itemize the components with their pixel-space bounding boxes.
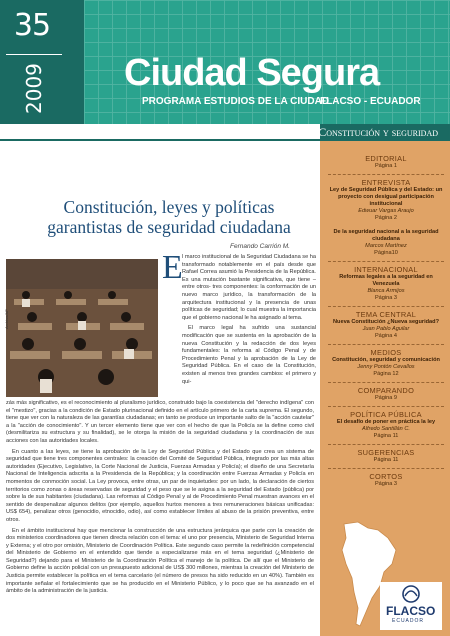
toc-item-tema-central[interactable] xyxy=(328,307,444,345)
section-bar-blank xyxy=(0,124,320,141)
toc-item-seguridad-nacional[interactable] xyxy=(328,226,444,262)
toc-item-sugerencias[interactable] xyxy=(328,445,444,469)
issue-year xyxy=(4,60,64,120)
toc-page: Página 3 xyxy=(374,481,398,487)
paragraph: l marco institucional de la Seguridad Ciudadana se ha transformado notablemente en el país desde que Rafael Correa asumió la Presidencia de la República. Es una mutación bastante significativa, que tiene –entre otros- tres componentes: la conformación de un nuevo marco jurídico, la transformación de la arquitectura institucional y la presencia de unas políticas de seguridad; lo cual muestra la importancia que el gobierno nacional le ha asignado al tema. xyxy=(182,254,316,321)
toc-page: Página 12 xyxy=(373,371,399,377)
headline-line-1: Constitución, leyes y políticas xyxy=(63,197,275,217)
issue-divider xyxy=(6,54,62,55)
toc-title: El desafío de poner en práctica la ley xyxy=(336,419,436,425)
photo-credit: Archivo/AP xyxy=(4,309,9,329)
flacso-emblem-icon xyxy=(400,584,422,604)
toc-author: Blanca Armijos xyxy=(367,288,405,294)
toc-section: TEMA CENTRAL xyxy=(355,310,417,319)
toc-page: Página 11 xyxy=(373,433,399,439)
paragraph: zás más significativo, es el reconocimiento al pluralismo jurídico, construido bajo la coexistencia del "derecho indígena" con el "mestizo", gracias a la condición de Estado plurinacional definido en el artículo primero de la carta suprema. El segundo, tiene que ver con la naturaleza de las garantías ciudadanas; en tanto se produce un importante salto de la "acción cautelar" a la "acción de conocimiento". Y un tercer elemento tiene que ver con el hecho de que la Policía se la define como civil (desmilitariza su estructura y su finalidad), se le otorga la misión de la seguridad ciudadana y la coordinación de sus acciones con las autoridades locales. xyxy=(6,400,314,444)
toc-page: Página 2 xyxy=(374,215,398,221)
toc-page: Página 9 xyxy=(374,395,398,401)
toc-page: Página 3 xyxy=(374,295,398,301)
toc-page: Página 4 xyxy=(374,333,398,339)
toc-title: Ley de Seguridad Pública y del Estado: un proyecto con desigual participación institucional xyxy=(329,187,443,207)
toc-section: POLÍTICA PÚBLICA xyxy=(350,410,422,419)
table-of-contents xyxy=(328,151,444,492)
article-photo xyxy=(6,259,158,397)
publication-org: FLACSO - ECUADOR xyxy=(320,96,421,107)
flacso-logo-word: FLACSO xyxy=(386,604,436,618)
section-bar xyxy=(0,124,450,141)
toc-title: De la seguridad nacional a la seguridad ciudadana xyxy=(333,229,439,242)
headline-line-2: garantistas de seguridad ciudadana xyxy=(47,217,291,237)
article-headline xyxy=(44,197,294,237)
toc-section: ENTREVISTA xyxy=(361,178,411,187)
toc-item-internacional[interactable] xyxy=(328,262,444,307)
masthead xyxy=(84,0,450,124)
toc-title: Reformas legales a la seguridad en Venezuela xyxy=(339,274,433,287)
flacso-logo xyxy=(380,582,442,630)
publication-title: Ciudad Segura xyxy=(124,52,380,94)
toc-page: Página 1 xyxy=(374,163,398,169)
toc-section: EDITORIAL xyxy=(365,154,407,163)
toc-author: Marcos Martínez xyxy=(365,243,407,249)
toc-title: Nueva Constitución ¿Nueva seguridad? xyxy=(333,319,439,325)
article-column-full xyxy=(6,400,314,599)
toc-item-cortos[interactable] xyxy=(328,469,444,492)
article xyxy=(0,141,330,636)
year-label: 2009 xyxy=(22,63,46,114)
toc-title: Constitución, seguridad y comunicación xyxy=(332,357,440,363)
paragraph: El marco legal ha sufrido una sustancial modificación que se sustenta en la aprobación de la nueva Constitución y la redacción de dos leyes fundamentales: la reforma al Código Penal y de Procedimiento Penal y la aprobación de la Ley de Seguridad Pública. En el caso de la Constitución, existen al menos tres grandes cambios: el primero y qui- xyxy=(182,325,316,385)
article-column-right xyxy=(182,254,316,389)
assembly-photo-illustration xyxy=(6,259,158,397)
toc-section: COMPARANDO xyxy=(357,386,415,395)
toc-item-politica-publica[interactable] xyxy=(328,407,444,445)
toc-section: INTERNACIONAL xyxy=(354,265,418,274)
toc-author: Juan Pablo Aguilar xyxy=(362,326,410,332)
section-label: Constitución y seguridad xyxy=(318,125,438,139)
issue-box xyxy=(0,0,84,124)
toc-item-medios[interactable] xyxy=(328,345,444,383)
toc-author: Alfredo Santillán C. xyxy=(362,426,410,432)
paragraph: En cuanto a las leyes, se tiene la aprobación de la Ley de Seguridad Pública y del Estado que crea un sistema de seguridad que tiene tres componentes centrales: la creación del Comité de Seguridad Pública, integrado por las más altas autoridades (Ejecutivo, Legislativo, la Corte Nacional de Justicia, Fuerzas Armadas y Policía); el diseño de una Secretaría Nacional de Inteligencia adscrita a la Presidencia de la República; y la coordinación entre Fuerzas Armadas y Policía en momentos de conmoción social. La Ley provoca, entre otras, un par de inquietudes: por un lado, la declaración de ciertos territorios como zonas o áreas reservadas de seguridad y el peso que se le asigna a la seguridad del Estado (pública) por sobre la de sus habitantes (ciudadana). Las reformas al Código Penal y al de Procedimiento Penal muestran avances en el sentido de despenalizar algunos delitos (por ejemplo, aquellos hurtos menores a tres remuneraciones básicas unificadas: US$ 654), penalizar otros (genocidio, etnocidio, odio), así como establecer límites al abuso de la prisión preventiva, entre otros. xyxy=(6,448,314,523)
toc-section: SUGERENCIAS xyxy=(357,448,415,457)
toc-item-comparando[interactable] xyxy=(328,383,444,407)
toc-item-entrevista[interactable] xyxy=(328,175,444,226)
toc-author: Edwuar Vargas Araujo xyxy=(358,208,414,214)
article-byline: Fernando Carrión M. xyxy=(230,243,290,250)
toc-page: Página10 xyxy=(374,250,398,256)
drop-cap: E xyxy=(162,249,183,286)
publication-subtitle: PROGRAMA ESTUDIOS DE LA CIUDAD xyxy=(142,96,330,107)
toc-section: CORTOS xyxy=(369,472,403,481)
toc-page: Página 11 xyxy=(373,457,399,463)
toc-item-editorial[interactable] xyxy=(328,151,444,175)
issue-number: 35 xyxy=(13,8,51,43)
toc-author: Jenny Pontón Cevallos xyxy=(357,364,415,370)
flacso-logo-sub: ECUADOR xyxy=(392,618,425,624)
paragraph: En el ámbito institucional hay que mencionar la construcción de una estructura jerárquica que parte con la creación de dos ministerios coordinadores que tienen directa relación con el tema: el uno por presencia, Ministerio de Seguridad Interna y Externa; y el otro por omisión, Ministerio de Coordinación Política. Este segundo caso permite la redefinición competencial del Ministerio de Gobierno en el entendido que tiende a especializarse más en el tema seguridad (¿Ministerio de Seguridad?) dejando para el Ministerio de la Coordinación Política el manejo de la política. De allí que el Ministerio de Gobierno define la acción policial con un presupuesto adicional de US$ 300 millones, mientras la creación del Ministerio de Justicia permite establecer la política en el tema carcelario (el número de presos ha sido reducido en un 40%). También es importante señalar el fortalecimiento que se ha producido en el Ministerio Público, y lo poco que se ha avanzado en el ámbito de la administración de la justicia. xyxy=(6,527,314,595)
toc-section: MEDIOS xyxy=(370,348,402,357)
